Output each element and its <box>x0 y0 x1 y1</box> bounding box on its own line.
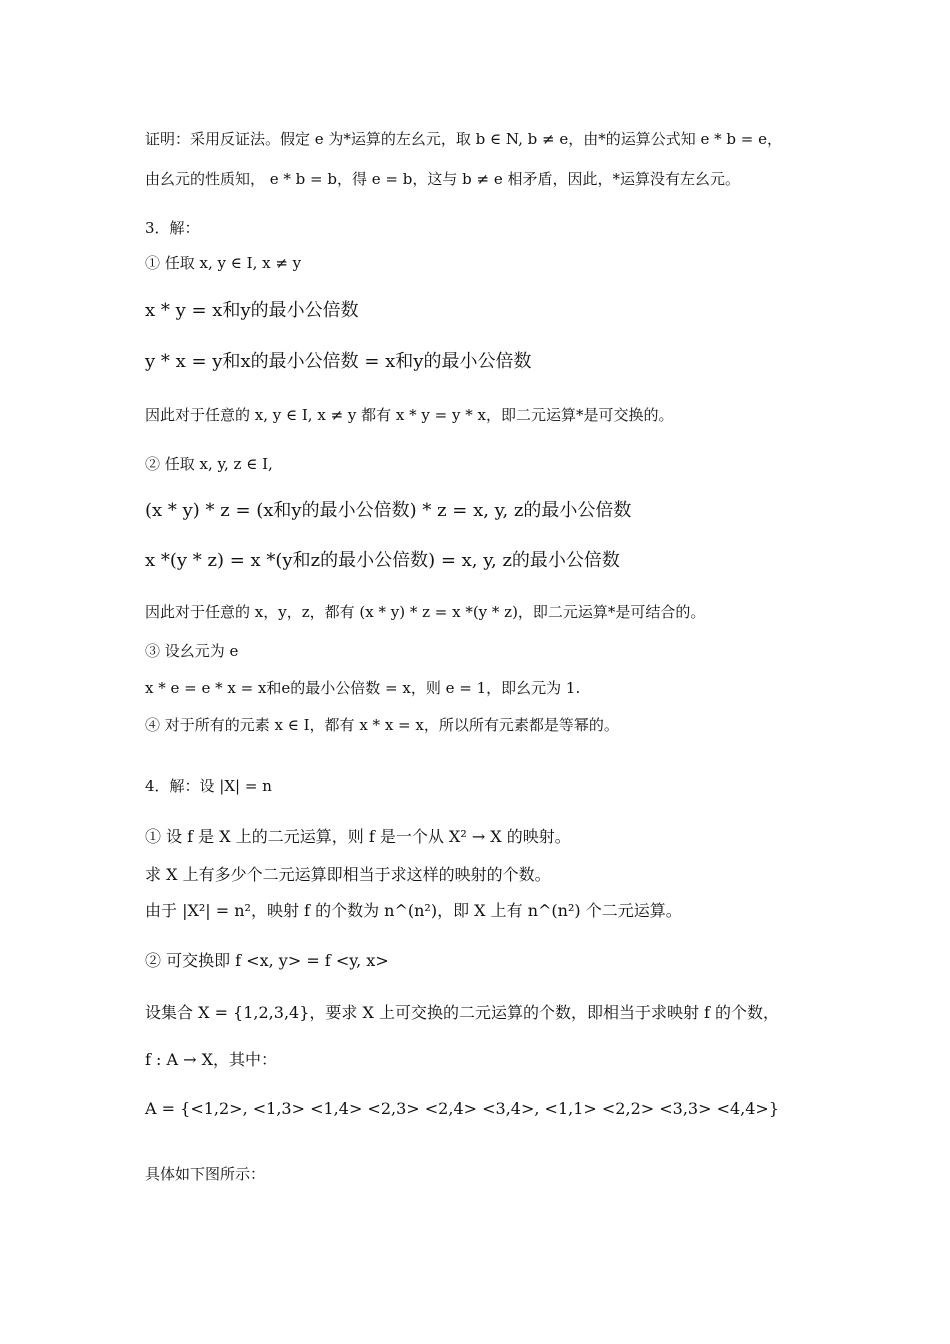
identity-formula: x * e = e * x = x和e的最小公倍数 = x，则 e = 1，即幺元为 1. <box>145 679 581 697</box>
section-4-step-1: ① 设 f 是 X 上的二元运算，则 f 是一个从 X² → X 的映射。 <box>145 827 571 846</box>
step-4-line: ④ 对于所有的元素 x ∈ I，都有 x * x = x，所以所有元素都是等幂的。 <box>145 716 619 734</box>
set-definition-line: 设集合 X = {1,2,3,4}，要求 X 上可交换的二元运算的个数，即相当于求映射 f 的个数， <box>145 1003 780 1022</box>
section-4-heading: 4．解：设 |X| = n <box>145 777 272 795</box>
section-4-result: 由于 |X²| = n²，映射 f 的个数为 n^(n²)，即 X 上有 n^(n²) 个二元运算。 <box>145 901 682 920</box>
figure-caption-line: 具体如下图所示： <box>145 1165 266 1183</box>
formula-assoc-left: (x * y) * z = (x和y的最小公倍数) * z = x, y, z的最小公倍数 <box>145 500 632 521</box>
proof-line-2: 由幺元的性质知， e * b = b，得 e = b，这与 b ≠ e 相矛盾，因此，*运算没有左幺元。 <box>145 170 740 188</box>
associative-conclusion: 因此对于任意的 x，y，z，都有 (x * y) * z = x *(y * z)，即二元运算*是可结合的。 <box>145 603 706 621</box>
set-a-definition: A = {<1,2>, <1,3> <1,4> <2,3> <2,4> <3,4>, <1,1> <2,2> <3,3> <4,4>} <box>145 1099 780 1118</box>
formula-xy: x * y = x和y的最小公倍数 <box>145 300 359 321</box>
proof-line-1: 证明：采用反证法。假定 e 为*运算的左幺元，取 b ∈ N, b ≠ e，由*的运算公式知 e * b = e， <box>145 130 782 148</box>
step-1-line: ① 任取 x, y ∈ I, x ≠ y <box>145 254 302 272</box>
formula-assoc-right: x *(y * z) = x *(y和z的最小公倍数) = x, y, z的最小公倍数 <box>145 550 620 571</box>
section-3-heading: 3．解： <box>145 219 200 237</box>
formula-yx: y * x = y和x的最小公倍数 = x和y的最小公倍数 <box>145 351 532 372</box>
commutative-conclusion: 因此对于任意的 x, y ∈ I, x ≠ y 都有 x * y = y * x，即二元运算*是可交换的。 <box>145 406 674 424</box>
mapping-line: f : A → X，其中： <box>145 1050 278 1069</box>
step-3-line: ③ 设幺元为 e <box>145 642 239 660</box>
section-4-step-2: ② 可交换即 f <x, y> = f <y, x> <box>145 951 389 970</box>
section-4-counting: 求 X 上有多少个二元运算即相当于求这样的映射的个数。 <box>145 865 551 884</box>
step-2-line: ② 任取 x, y, z ∈ I, <box>145 455 273 473</box>
